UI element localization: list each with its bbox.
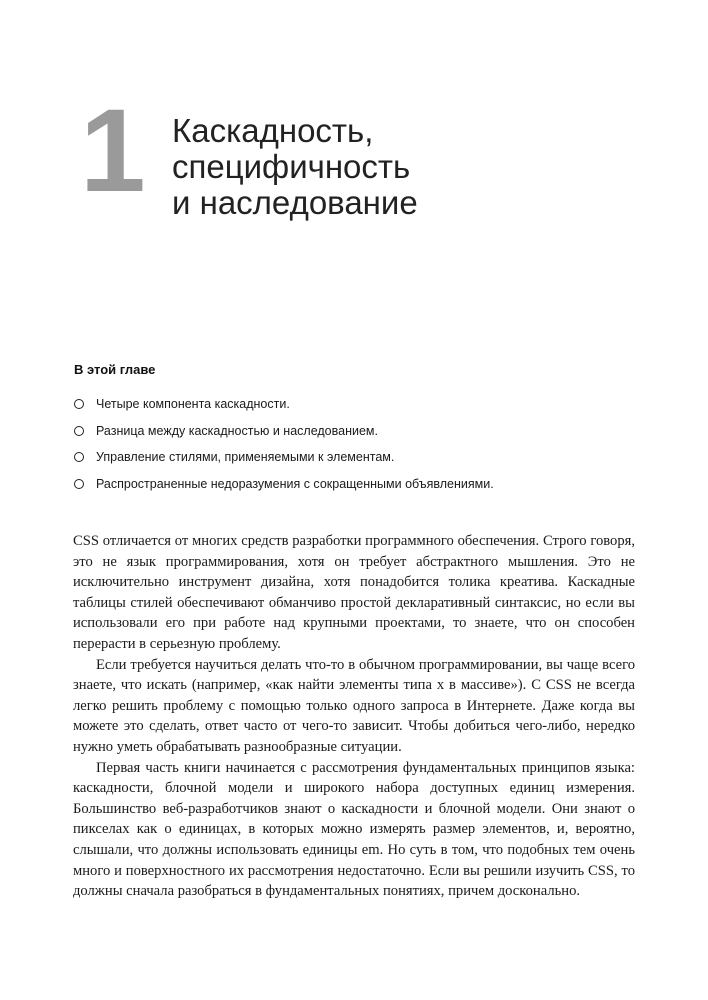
list-item-text: Разница между каскадностью и наследованием. (96, 423, 378, 438)
list-item (74, 418, 494, 445)
list-item-text: Распространенные недоразумения с сокращенными объявлениями. (96, 476, 494, 491)
list-item (74, 444, 494, 471)
list-item-text: Управление стилями, применяемыми к элементам. (96, 450, 395, 465)
chapter-title (172, 113, 652, 221)
chapter-title-line: специфичность (172, 148, 411, 185)
paragraph: Если требуется научиться делать что-то в обычном программировании, вы чаще всего знаете, что искать (например, «как найти элементы типа x в массиве»). С CSS не всегда легко решить проблему с помощью только одного запроса в Интернете. Даже когда вы можете это сделать, ответ часто от чего-то зависит. Чтобы добиться чего-либо, нередко нужно уметь обрабатывать разнообразные ситуации. (73, 656, 635, 755)
list-item (74, 471, 494, 498)
list-item-text: Четыре компонента каскадности. (96, 397, 290, 412)
chapter-number: 1 (80, 85, 146, 217)
chapter-title-line: и наследование (172, 184, 418, 221)
circle-bullet-icon (74, 426, 84, 436)
circle-bullet-icon (74, 479, 84, 489)
circle-bullet-icon (74, 399, 84, 409)
in-this-chapter-heading: В этой главе (74, 362, 156, 377)
paragraph: Первая часть книги начинается с рассмотрения фундаментальных принципов языка: каскадности, блочной модели и широкого набора доступных единиц измерения. Большинство веб-разработчиков знают о каскадности и блочной модели. Они знают о пикселах как о единицах, в которых можно измерять размер элементов, и, вероятно, слышали, что должны использовать единицы em. Но суть в том, что подобных тем очень много и поверхностного их рассмотрения недостаточно. Если вы решили изучить CSS, то должны сначала разобраться в фундаментальных понятиях, причем досконально. (73, 759, 635, 900)
list-item (74, 391, 494, 418)
circle-bullet-icon (74, 452, 84, 462)
paragraph: CSS отличается от многих средств разработки программного обеспечения. Строго говоря, это не язык программирования, хотя он требует абстрактного мышления. Это не исключительно инструмент дизайна, хотя понадобится толика креатива. Каскадные таблицы стилей обеспечивают обманчиво простой декларативный синтаксис, но если вы использовали его при работе над крупными проектами, то знаете, что он способен перерасти в серьезную проблему. (73, 533, 635, 652)
chapter-title-line: Каскадность, (172, 112, 374, 149)
body-text (73, 531, 635, 902)
in-this-chapter-list (74, 391, 494, 497)
